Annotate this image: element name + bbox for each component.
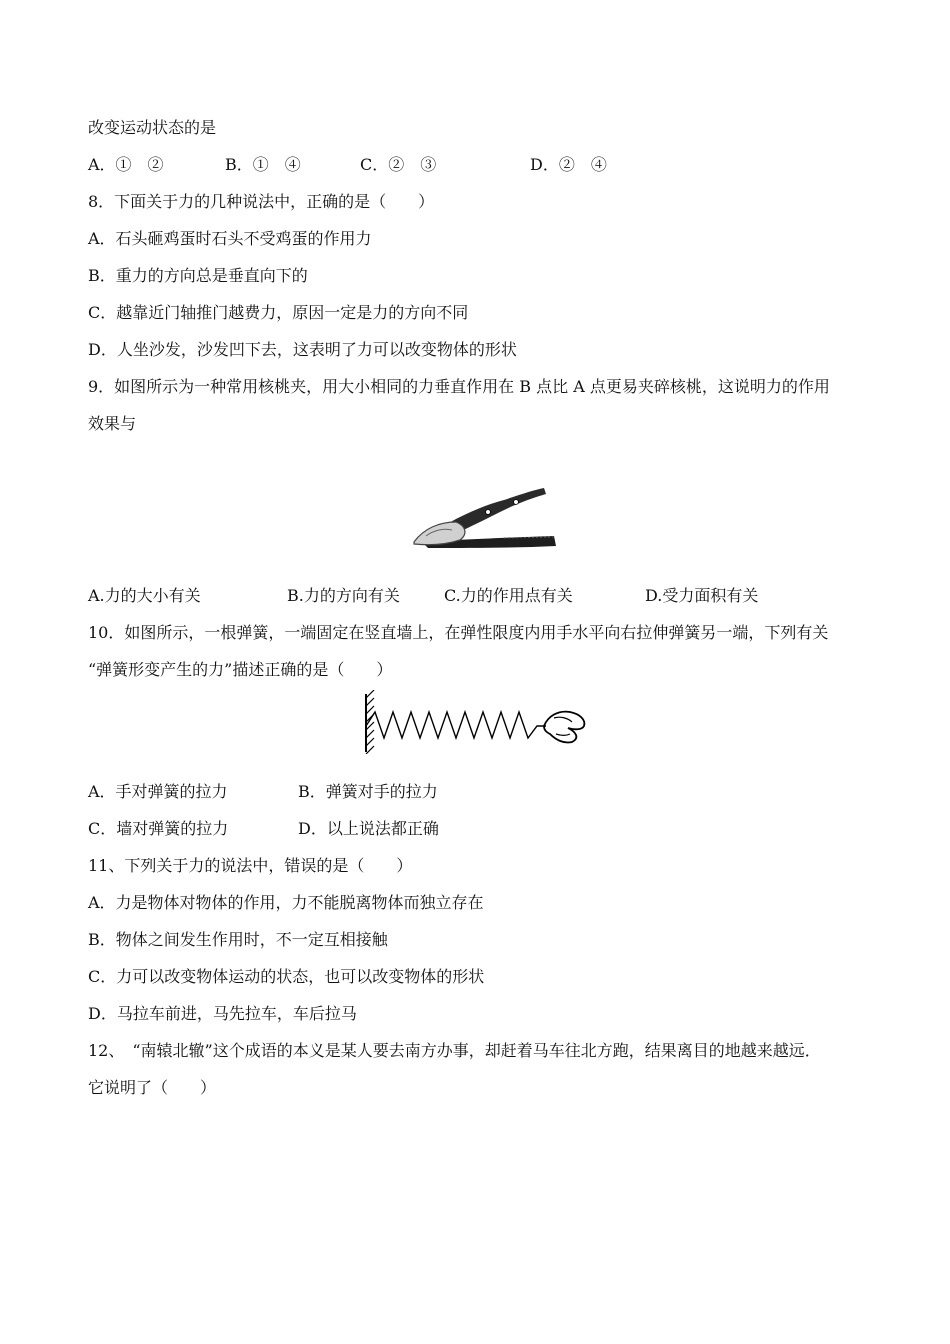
q8-option-d: D．人坐沙发，沙发凹下去，这表明了力可以改变物体的形状 <box>88 340 517 359</box>
q12-stem-line1: 12、 “南辕北辙”这个成语的本义是某人要去南方办事，却赶着马车往北方跑，结果离目的地越来越远． <box>88 1041 821 1060</box>
q11-option-d: D．马拉车前进，马先拉车，车后拉马 <box>88 1004 357 1023</box>
q10-stem-line2: “弹簧形变产生的力”描述正确的是（ ） <box>88 660 393 679</box>
spring-figure <box>358 690 590 754</box>
q9-option-b: B.力的方向有关 <box>287 586 400 605</box>
q8-option-a: A．石头砸鸡蛋时石头不受鸡蛋的作用力 <box>88 229 372 248</box>
q11-stem: 11、下列关于力的说法中，错误的是（ ） <box>88 856 413 875</box>
q7-continuation: 改变运动状态的是 <box>88 118 217 137</box>
q11-option-b: B．物体之间发生作用时，不一定互相接触 <box>88 930 388 949</box>
q7-option-c: C．② ③ <box>360 155 437 174</box>
q9-stem-line1: 9．如图所示为一种常用核桃夹，用大小相同的力垂直作用在 B 点比 A 点更易夹碎核桃，这说明力的作用 <box>88 377 830 396</box>
q12-stem-line2: 它说明了（ ） <box>88 1078 217 1097</box>
q10-option-d: D．以上说法都正确 <box>298 819 439 838</box>
q8-option-c: C．越靠近门轴推门越费力，原因一定是力的方向不同 <box>88 303 469 322</box>
q10-option-a: A．手对弹簧的拉力 <box>88 782 228 801</box>
q7-option-b: B．① ④ <box>225 155 301 174</box>
q7-option-d: D．② ④ <box>530 155 607 174</box>
q9-option-a: A.力的大小有关 <box>88 586 201 605</box>
q10-stem-line1: 10．如图所示，一根弹簧，一端固定在竖直墙上，在弹性限度内用手水平向右拉伸弹簧另一端，下列有关 <box>88 623 829 642</box>
q9-stem-line2: 效果与 <box>88 414 137 433</box>
q9-option-d: D.受力面积有关 <box>645 586 759 605</box>
q10-option-c: C．墙对弹簧的拉力 <box>88 819 229 838</box>
q11-option-c: C．力可以改变物体运动的状态，也可以改变物体的形状 <box>88 967 485 986</box>
q9-option-c: C.力的作用点有关 <box>444 586 573 605</box>
q11-option-a: A．力是物体对物体的作用，力不能脱离物体而独立存在 <box>88 893 484 912</box>
nutcracker-figure <box>404 482 560 558</box>
q8-stem: 8．下面关于力的几种说法中，正确的是（ ） <box>88 192 435 211</box>
q8-option-b: B．重力的方向总是垂直向下的 <box>88 266 308 285</box>
q7-option-a: A．① ② <box>88 155 164 174</box>
q10-option-b: B．弹簧对手的拉力 <box>298 782 438 801</box>
